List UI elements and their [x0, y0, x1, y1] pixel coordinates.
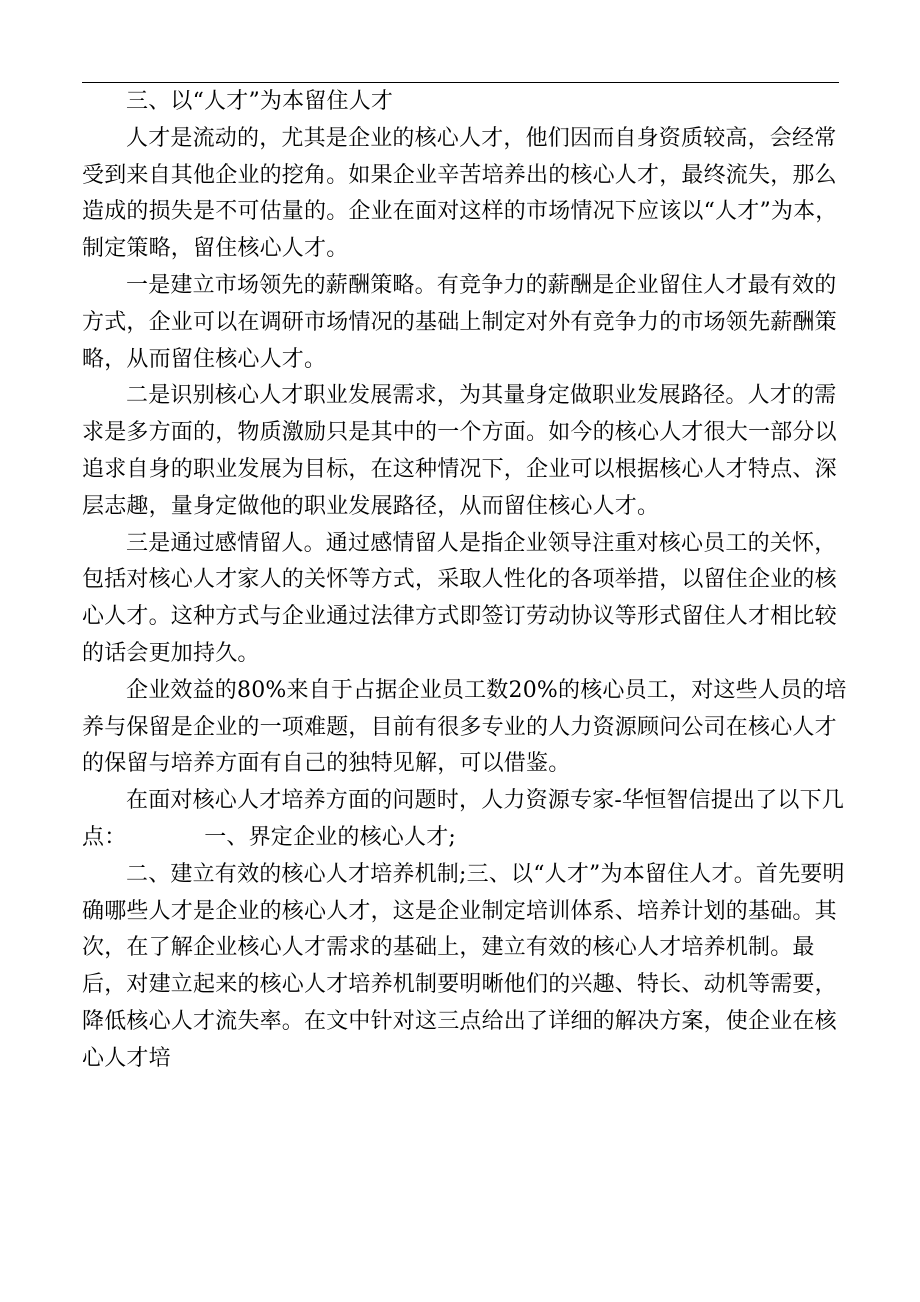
paragraph: 企业效益的80%来自于占据企业员工数20%的核心员工，对这些人员的培养与保留是企业的一项难题，目前有很多专业的人力资源顾问公司在核心人才的保留与培养方面有自己的独特见解，可以借鉴。: [82, 677, 847, 777]
paragraph: 人才是流动的，尤其是企业的核心人才，他们因而自身资质较高，会经常受到来自其他企业的挖角。如果企业辛苦培养出的核心人才，最终流失，那么造成的损失是不可估量的。企业在面对这样的市场情况下应该以“人才”为本，制定策略，留住核心人才。: [82, 125, 838, 262]
paragraph: 二是识别核心人才职业发展需求，为其量身定做职业发展路径。人才的需求是多方面的，物质激励只是其中的一个方面。如今的核心人才很大一部分以追求自身的职业发展为目标，在这种情况下，企业可以根据核心人才特点、深层志趣，量身定做他的职业发展路径，从而留住核心人才。: [82, 383, 837, 519]
section-heading: 三、以“人才”为本留住人才: [126, 89, 394, 114]
header-rule: [82, 82, 839, 83]
paragraph: 三是通过感情留人。通过感情留人是指企业领导注重对核心员工的关怀，包括对核心人才家人的关怀等方式，采取人性化的各项举措，以留住企业的核心人才。这种方式与企业通过法律方式即签订劳动协议等形式留住人才相比较的话会更加持久。: [82, 530, 837, 666]
paragraph: 一是建立市场领先的薪酬策略。有竞争力的薪酬是企业留住人才最有效的方式，企业可以在调研市场情况的基础上制定对外有竞争力的市场领先薪酬策略，从而留住核心人才。: [82, 272, 837, 372]
paragraph: 在面对核心人才培养方面的问题时，人力资源专家-华恒智信提出了以下几点： 一、界定企业的核心人才;: [82, 788, 845, 850]
paragraph: 二、建立有效的核心人才培养机制;三、以“人才”为本留住人才。首先要明确哪些人才是企业的核心人才，这是企业制定培训体系、培养计划的基础。其次，在了解企业核心人才需求的基础上，建立有效的核心人才培养机制。最后，对建立起来的核心人才培养机制要明晰他们的兴趣、特长、动机等需要，降低核心人才流失率。在文中针对这三点给出了详细的解决方案，使企业在核心人才培: [82, 861, 845, 1071]
document-body: [82, 84, 852, 1078]
